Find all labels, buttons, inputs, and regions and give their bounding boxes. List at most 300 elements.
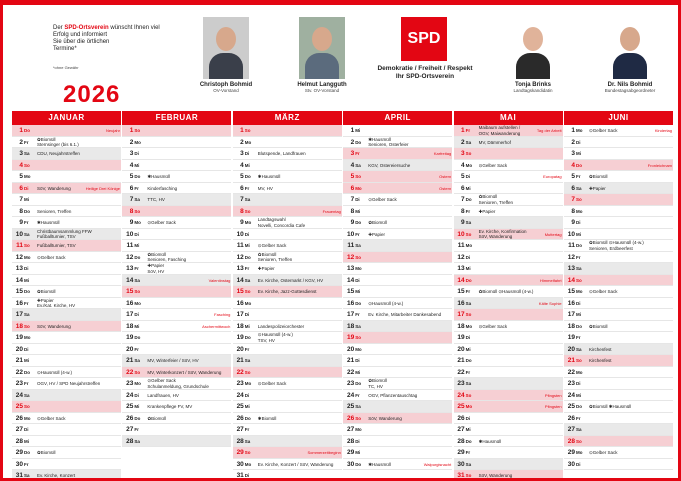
day-events	[37, 229, 92, 240]
event-entry: ⊙Hausmüll (4-w.)	[257, 332, 293, 337]
weekday: Mo	[134, 300, 141, 306]
day-row	[233, 183, 342, 195]
day-number: 24	[236, 391, 244, 399]
day-row	[233, 125, 342, 137]
holiday-label: Ostern	[439, 185, 452, 191]
day-number: 23	[457, 380, 465, 387]
event-entry: ✱Hausmüll	[368, 461, 391, 467]
event-entry: Ev. Kirche, Mitarbeiter Dankesabend	[368, 312, 442, 317]
weekday: Do	[244, 415, 251, 421]
event-entry: ✿Biomüll	[147, 251, 166, 257]
weekday: Di	[134, 312, 139, 317]
weekday: Di	[355, 197, 360, 202]
weekday: Mi	[24, 277, 29, 283]
day-number: 28	[457, 437, 465, 445]
day-number: 29	[346, 449, 355, 456]
day-number: 3	[571, 150, 575, 157]
weekday: Sa	[576, 185, 582, 191]
day-number: 11	[126, 242, 134, 249]
day-number: 23	[567, 380, 575, 387]
day-number: 30	[457, 460, 465, 468]
weekday: Sa	[576, 266, 582, 271]
weekday: Sa	[465, 461, 472, 467]
day-events	[258, 240, 287, 251]
day-row	[12, 137, 121, 149]
weekday: So	[134, 128, 141, 133]
weekday: Do	[134, 174, 141, 179]
day-events	[589, 344, 612, 355]
event-entry: Ev./Kat. Kirche, HV	[37, 303, 76, 308]
day-number: 30	[567, 460, 575, 468]
day-row	[564, 321, 673, 333]
weekday: Mo	[355, 427, 362, 432]
day-row	[454, 229, 563, 241]
day-number: 16	[236, 299, 244, 307]
weekday: Fr	[24, 461, 29, 467]
weekday: Di	[134, 392, 139, 398]
day-number: 13	[15, 265, 23, 272]
day-row	[12, 183, 121, 195]
day-number: 14	[346, 276, 355, 284]
day-events	[368, 459, 391, 470]
day-row	[343, 447, 452, 459]
day-row	[343, 424, 452, 436]
day-number: 19	[567, 334, 575, 341]
event-entry: ✚Papier	[37, 297, 54, 303]
day-row	[122, 390, 231, 402]
weekday: Di	[244, 473, 250, 478]
day-number: 1	[19, 127, 23, 134]
day-number: 27	[236, 426, 244, 433]
day-row	[343, 148, 452, 160]
day-events	[479, 160, 508, 171]
weekday: Sa	[24, 392, 30, 398]
day-row	[343, 160, 452, 172]
holiday-label: Tag der Arbeit	[536, 128, 562, 133]
weekday: Fr	[576, 335, 581, 340]
event-entry: ✿Biomüll	[147, 415, 166, 421]
day-row	[564, 309, 673, 321]
day-number: 13	[457, 265, 465, 272]
day-number: 15	[126, 288, 134, 295]
event-entry: ✱Hausmüll	[478, 438, 502, 444]
day-number: 4	[129, 161, 134, 169]
org-name: SPD-Ortsverein	[64, 25, 109, 31]
day-row	[343, 217, 452, 229]
day-row	[564, 252, 673, 264]
day-number: 24	[457, 391, 465, 399]
weekday: Sa	[24, 312, 30, 317]
day-events	[147, 217, 176, 228]
day-row	[122, 148, 231, 160]
day-row	[564, 160, 673, 172]
day-number: 11	[457, 242, 465, 249]
day-number: 21	[126, 357, 134, 364]
day-row	[454, 171, 563, 183]
day-row	[233, 447, 342, 459]
day-row	[454, 413, 563, 425]
day-number: 5	[460, 173, 465, 180]
month-header: APRIL	[343, 111, 452, 125]
weekday: Mi	[576, 312, 581, 317]
event-entry: ⊙Hausmüll (4-w.)	[37, 369, 73, 375]
weekday: Sa	[355, 404, 361, 409]
day-number: 7	[571, 196, 575, 203]
day-row	[343, 321, 452, 333]
day-events	[37, 321, 71, 332]
day-number: 3	[19, 150, 23, 157]
event-entry: OGV, HV / SPD Neujahrstreffen	[37, 381, 101, 386]
holiday-label: Karfreitag	[433, 151, 452, 156]
calendar-grid	[12, 111, 674, 481]
day-number: 18	[346, 322, 355, 330]
weekday: So	[576, 197, 582, 202]
weekday: So	[465, 151, 472, 156]
day-row	[343, 137, 452, 149]
weekday: Do	[465, 197, 472, 202]
weekday: Mo	[244, 461, 252, 467]
day-number: 14	[126, 276, 134, 284]
weekday: So	[355, 174, 361, 179]
day-row	[233, 401, 342, 413]
day-row	[122, 160, 231, 172]
day-events	[147, 390, 179, 401]
day-number: 19	[457, 334, 465, 341]
day-events	[368, 217, 387, 228]
event-entry: ✿Biomüll	[368, 378, 387, 383]
weekday: Fr	[465, 208, 471, 214]
weekday: Mi	[134, 243, 140, 248]
weekday: Mi	[465, 427, 471, 432]
day-number: 24	[126, 391, 134, 399]
day-number: 2	[460, 138, 465, 146]
person-card	[595, 17, 665, 93]
day-row	[122, 194, 231, 206]
day-row	[122, 355, 231, 367]
event-entry: ✿Biomüll ⊙Hausmüll (4-w.)	[589, 240, 644, 245]
weekday: Sa	[355, 323, 361, 329]
day-row	[343, 459, 452, 471]
weekday: Sa	[244, 277, 251, 283]
day-row	[343, 344, 452, 356]
weekday: Do	[355, 300, 362, 306]
day-number: 7	[240, 196, 244, 203]
event-entry: Landespolizeiorchester	[257, 323, 305, 329]
day-number: 18	[126, 322, 134, 330]
day-row	[12, 424, 121, 436]
event-entry: ✱Hausmüll	[257, 174, 281, 179]
weekday: Sa	[24, 151, 30, 156]
weekday: Fr	[244, 266, 250, 271]
portrait-photo	[607, 17, 653, 79]
day-events	[368, 413, 402, 424]
day-number: 20	[15, 345, 23, 353]
day-number: 6	[240, 184, 244, 192]
event-entry: ⊙Gelber Sack	[589, 128, 618, 133]
weekday: Sa	[244, 197, 251, 202]
event-entry: Senioren, Treffen	[257, 257, 293, 262]
day-row	[122, 206, 231, 218]
day-events	[479, 194, 513, 205]
day-events	[589, 401, 631, 412]
weekday: Mi	[465, 346, 471, 352]
day-row	[12, 194, 121, 206]
day-number: 6	[129, 184, 134, 192]
day-row	[233, 160, 342, 172]
event-entry: Sternsinger (bis 6.1.)	[37, 142, 79, 147]
day-row	[122, 436, 231, 448]
event-entry: TSV, HV	[257, 337, 275, 343]
event-entry: MV, Winterkonzert / SöV, Wanderung	[147, 369, 222, 375]
day-number: 26	[236, 414, 244, 422]
day-number: 28	[346, 437, 355, 445]
day-row	[122, 332, 231, 344]
day-row	[122, 137, 231, 149]
day-number: 27	[15, 426, 23, 433]
day-number: 25	[126, 403, 134, 410]
day-row	[454, 286, 563, 298]
weekday: Fr	[244, 346, 250, 352]
day-number: 11	[16, 242, 23, 249]
event-entry: CDU, Neujahrstreffen	[37, 151, 80, 156]
weekday: Fr	[134, 346, 139, 352]
day-number: 17	[567, 311, 575, 318]
day-number: 29	[15, 449, 23, 456]
day-row	[122, 401, 231, 413]
day-number: 31	[236, 472, 244, 479]
day-number: 16	[126, 299, 134, 307]
day-row	[564, 229, 673, 241]
event-entry: ✿Biomüll	[368, 220, 387, 225]
weekday: Di	[355, 438, 360, 444]
day-events	[147, 171, 170, 182]
day-number: 18	[457, 322, 465, 330]
day-number: 19	[346, 334, 355, 341]
month-header: FEBRUAR	[122, 111, 231, 125]
day-number: 9	[19, 219, 23, 226]
day-number: 4	[350, 161, 355, 169]
day-number: 22	[236, 368, 244, 376]
day-number: 23	[15, 380, 23, 387]
day-number: 27	[457, 426, 465, 433]
day-row	[454, 183, 563, 195]
day-number: 9	[460, 219, 465, 226]
day-row	[343, 367, 452, 379]
day-events	[147, 413, 166, 424]
person-role: Bundestagsabgeordneter	[604, 88, 656, 93]
day-row	[454, 447, 563, 459]
event-entry: Senioren, Treffen	[478, 199, 514, 205]
day-row	[12, 378, 121, 390]
event-entry: Kirchenfest	[589, 358, 612, 363]
day-events	[368, 229, 385, 240]
person-name: Dr. Nils Bohmid	[607, 82, 653, 88]
month-header: MÄRZ	[233, 111, 342, 125]
day-number: 5	[350, 173, 355, 180]
day-events	[147, 252, 186, 263]
day-number: 17	[236, 311, 244, 318]
day-events	[258, 275, 323, 286]
day-number: 17	[15, 311, 23, 318]
day-row	[12, 240, 121, 252]
day-number: 10	[15, 230, 23, 238]
day-row	[343, 171, 452, 183]
holiday-label: Pfingsten	[544, 404, 562, 409]
day-row	[122, 229, 231, 241]
day-row	[12, 447, 121, 459]
event-entry: ✚Papier	[257, 266, 275, 271]
event-entry: ✱Hausmüll	[37, 220, 60, 225]
weekday: Mo	[465, 243, 473, 248]
event-entry: ✿Biomüll	[37, 289, 56, 294]
day-number: 19	[15, 334, 23, 341]
day-row	[564, 148, 673, 160]
day-number: 28	[567, 437, 575, 445]
day-number: 21	[236, 357, 244, 364]
event-entry: ✚Papier	[478, 208, 496, 214]
day-number: 27	[567, 426, 575, 433]
day-number: 18	[15, 322, 23, 330]
weekday: Fr	[134, 266, 139, 271]
day-row	[454, 275, 563, 287]
event-entry: ✿Biomüll	[37, 136, 56, 142]
weekday: Mi	[355, 289, 361, 294]
weekday: Mo	[244, 381, 252, 386]
weekday: Fr	[24, 300, 29, 306]
day-number: 29	[236, 449, 244, 456]
day-number: 5	[571, 173, 575, 180]
holiday-label: Aschermittwoch	[202, 323, 231, 329]
weekday: Do	[24, 369, 30, 375]
weekday: Di	[134, 231, 139, 237]
weekday: Di	[465, 254, 471, 260]
event-entry: ⊙Gelber Sack	[368, 197, 397, 202]
day-row	[454, 206, 563, 218]
day-events	[37, 206, 71, 217]
day-number: 13	[126, 265, 134, 272]
day-number: 10	[126, 230, 134, 238]
day-events	[258, 459, 334, 470]
day-number: 1	[460, 127, 465, 134]
day-row	[233, 148, 342, 160]
day-row	[454, 160, 563, 172]
weekday: So	[24, 404, 30, 409]
day-row	[564, 344, 673, 356]
day-events	[479, 125, 521, 136]
weekday: Di	[576, 220, 581, 225]
day-number: 11	[347, 242, 355, 249]
day-row	[12, 275, 121, 287]
event-entry: TTC, HV	[147, 197, 165, 202]
day-row	[564, 436, 673, 448]
day-row	[343, 298, 452, 310]
day-number: 20	[236, 345, 244, 353]
event-entry: ✿Biomüll	[589, 174, 608, 179]
day-number: 10	[567, 230, 575, 238]
day-number: 1	[350, 127, 355, 134]
weekday: Mi	[24, 197, 29, 202]
day-row	[233, 309, 342, 321]
day-row	[12, 309, 121, 321]
weekday: So	[576, 277, 582, 283]
day-number: 17	[457, 311, 465, 318]
day-number: 5	[19, 173, 23, 180]
day-row	[12, 160, 121, 172]
day-row	[343, 436, 452, 448]
holiday-label: Heilige Drei Könige	[85, 185, 120, 191]
day-number: 3	[460, 150, 465, 157]
day-number: 4	[19, 161, 23, 169]
day-row	[564, 240, 673, 252]
event-entry: ⊙Gelber Sack	[478, 323, 508, 329]
event-entry: ⊙Gelber Sack	[257, 381, 287, 386]
weekday: Do	[24, 289, 30, 294]
weekday: Mi	[355, 450, 361, 455]
weekday: Mi	[134, 162, 140, 168]
holiday-label: Neujahr	[105, 128, 120, 133]
day-row	[233, 217, 342, 229]
weekday: Sa	[576, 346, 582, 352]
day-row	[343, 275, 452, 287]
event-entry: SöV, Wanderung	[37, 185, 71, 191]
weekday: Mo	[576, 128, 583, 133]
event-entry: Fußballturnier, TSV	[37, 234, 76, 239]
portrait-photo	[299, 17, 345, 79]
day-row	[122, 413, 231, 425]
event-entry: ✿Biomüll	[257, 251, 277, 257]
day-row	[233, 171, 342, 183]
day-number: 6	[460, 184, 465, 192]
weekday: Do	[134, 254, 141, 260]
day-number: 17	[126, 311, 134, 318]
day-number: 3	[129, 150, 134, 157]
day-number: 15	[346, 288, 355, 295]
weekday: Mi	[465, 266, 471, 271]
weekday: Fr	[24, 220, 29, 225]
day-number: 21	[346, 357, 355, 364]
portrait-photo	[510, 17, 556, 79]
weekday: Do	[576, 162, 582, 168]
day-row	[343, 125, 452, 137]
day-row	[12, 229, 121, 241]
day-events	[589, 286, 618, 297]
day-number: 2	[129, 138, 134, 146]
day-row	[454, 367, 563, 379]
weekday: Di	[576, 461, 581, 467]
greeting-signature: *ohne Gewähr	[53, 65, 79, 70]
weekday: Mo	[24, 415, 31, 421]
day-events	[479, 436, 502, 447]
event-entry: ⊙Hausmüll (4-w.)	[368, 300, 404, 306]
day-events	[479, 206, 496, 217]
weekday: Mo	[576, 450, 583, 455]
weekday: Do	[134, 415, 141, 421]
event-entry: MV, Dämmerhof	[478, 139, 511, 145]
weekday: Di	[576, 300, 581, 306]
event-entry: SöV, Wanderung	[478, 234, 513, 239]
day-row	[564, 183, 673, 195]
weekday: Mo	[355, 346, 362, 352]
month-column	[233, 111, 343, 481]
slogan: Demokratie / Freiheit / Respekt Ihr SPD-Ortsverein	[377, 65, 473, 80]
day-number: 19	[126, 334, 134, 341]
day-row	[233, 367, 342, 379]
day-events	[479, 470, 513, 481]
weekday: Do	[244, 335, 251, 340]
day-events	[258, 171, 281, 182]
event-entry: OGV, Maiwanderung	[478, 130, 521, 136]
weekday: So	[576, 358, 582, 363]
